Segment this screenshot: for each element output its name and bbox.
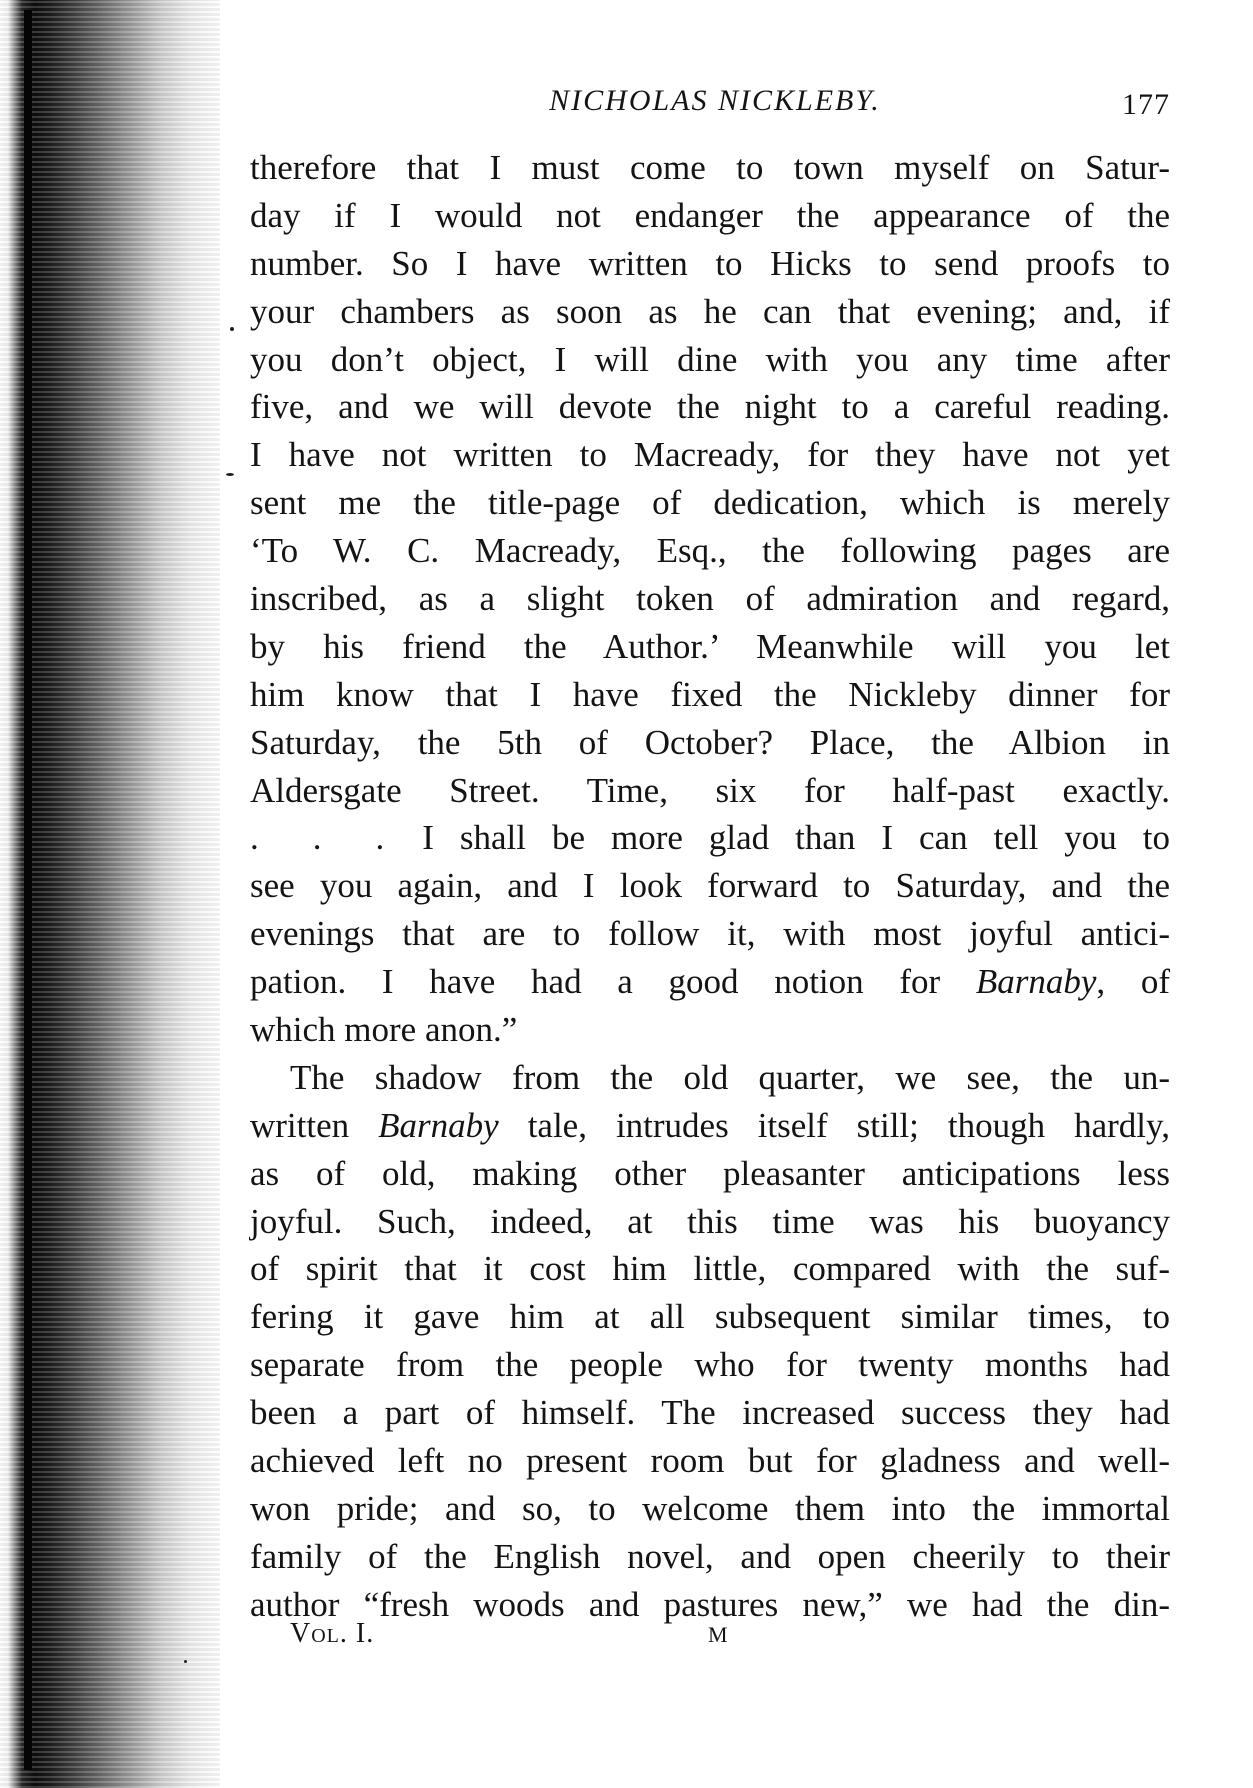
text-line-content: tale, intrudes itself still; though hardly, bbox=[527, 1105, 1171, 1145]
text-line: five, and we will devote the night to a careful reading. bbox=[250, 387, 1170, 427]
text-line: by his friend the Author.’ Meanwhile will you let bbox=[250, 626, 1170, 666]
text-line: separate from the people who for twenty months had bbox=[250, 1345, 1170, 1385]
text-line: I have not written to Macready, for they have not yet bbox=[250, 435, 1170, 475]
text-line: ‘To W. C. Macready, Esq., the following pages are bbox=[250, 531, 1170, 571]
text-line: Saturday, the 5th of October? Place, the Albion in bbox=[250, 722, 1170, 762]
print-speck bbox=[184, 1660, 187, 1663]
text-line: see you again, and I look forward to Saturday, and the bbox=[250, 866, 1170, 906]
text-line: of spirit that it cost him little, compared with the suf- bbox=[250, 1249, 1170, 1289]
ellipsis: . . . bbox=[250, 818, 399, 858]
text-line: joyful. Such, indeed, at this time was his buoyancy bbox=[250, 1201, 1170, 1241]
text-line: him know that I have fixed the Nickleby dinner for bbox=[250, 674, 1170, 714]
text-line-ellipsis bbox=[250, 814, 1170, 862]
paragraph-first-line: The shadow from the old quarter, we see, the un- bbox=[290, 1057, 1170, 1097]
text-line: evenings that are to follow it, with most joyful antici- bbox=[250, 914, 1170, 954]
print-speck bbox=[226, 473, 234, 476]
body-text bbox=[250, 144, 1170, 1629]
text-line: been a part of himself. The increased success they had bbox=[250, 1393, 1170, 1433]
text-line: sent me the title-page of dedication, which is merely bbox=[250, 483, 1170, 523]
print-speck bbox=[230, 327, 234, 331]
text-line: fering it gave him at all subsequent similar times, to bbox=[250, 1297, 1170, 1337]
text-line: achieved left no present room but for gladness and well- bbox=[250, 1441, 1170, 1481]
page-header bbox=[250, 84, 1180, 124]
text-line: which more anon.” bbox=[250, 1010, 518, 1050]
signature-mark: M bbox=[708, 1622, 728, 1647]
text-line: you don’t object, I will dine with you any time after bbox=[250, 339, 1170, 379]
text-line-content: , of bbox=[1096, 962, 1171, 1002]
text-line-content: pation. I have had a good notion for bbox=[250, 962, 941, 1002]
text-line-barnaby bbox=[250, 958, 1170, 1006]
text-line: therefore that I must come to town myself on Satur- bbox=[250, 148, 1170, 187]
binding-edge bbox=[24, 10, 32, 1770]
text-line-content: written bbox=[250, 1105, 379, 1145]
text-line: inscribed, as a slight token of admiration and regard, bbox=[250, 579, 1170, 619]
text-line-content: I shall be more glad than I can tell you to bbox=[422, 818, 1170, 858]
text-line: as of old, making other pleasanter anticipations less bbox=[250, 1153, 1170, 1193]
text-line: family of the English novel, and open cheerily to their bbox=[250, 1536, 1170, 1576]
page-footer bbox=[290, 1618, 790, 1658]
page-gutter-shadow bbox=[0, 0, 220, 1788]
text-line: your chambers as soon as he can that evening; and, if bbox=[250, 291, 1170, 331]
page-number: 177 bbox=[1122, 88, 1170, 121]
italic-title: Barnaby bbox=[378, 1105, 499, 1145]
italic-title: Barnaby bbox=[975, 962, 1097, 1002]
volume-label: Vol. I. bbox=[290, 1618, 375, 1649]
text-line: Aldersgate Street. Time, six for half-past exactly. bbox=[250, 770, 1170, 810]
text-line: day if I would not endanger the appearance of the bbox=[250, 195, 1170, 235]
text-line: author “fresh woods and pastures new,” we had the din- bbox=[250, 1584, 1170, 1624]
text-line-barnaby bbox=[250, 1102, 1170, 1150]
text-line: number. So I have written to Hicks to send proofs to bbox=[250, 243, 1170, 283]
running-title: NICHOLAS NICKLEBY. bbox=[549, 84, 881, 117]
text-line: won pride; and so, to welcome them into the immortal bbox=[250, 1488, 1170, 1528]
